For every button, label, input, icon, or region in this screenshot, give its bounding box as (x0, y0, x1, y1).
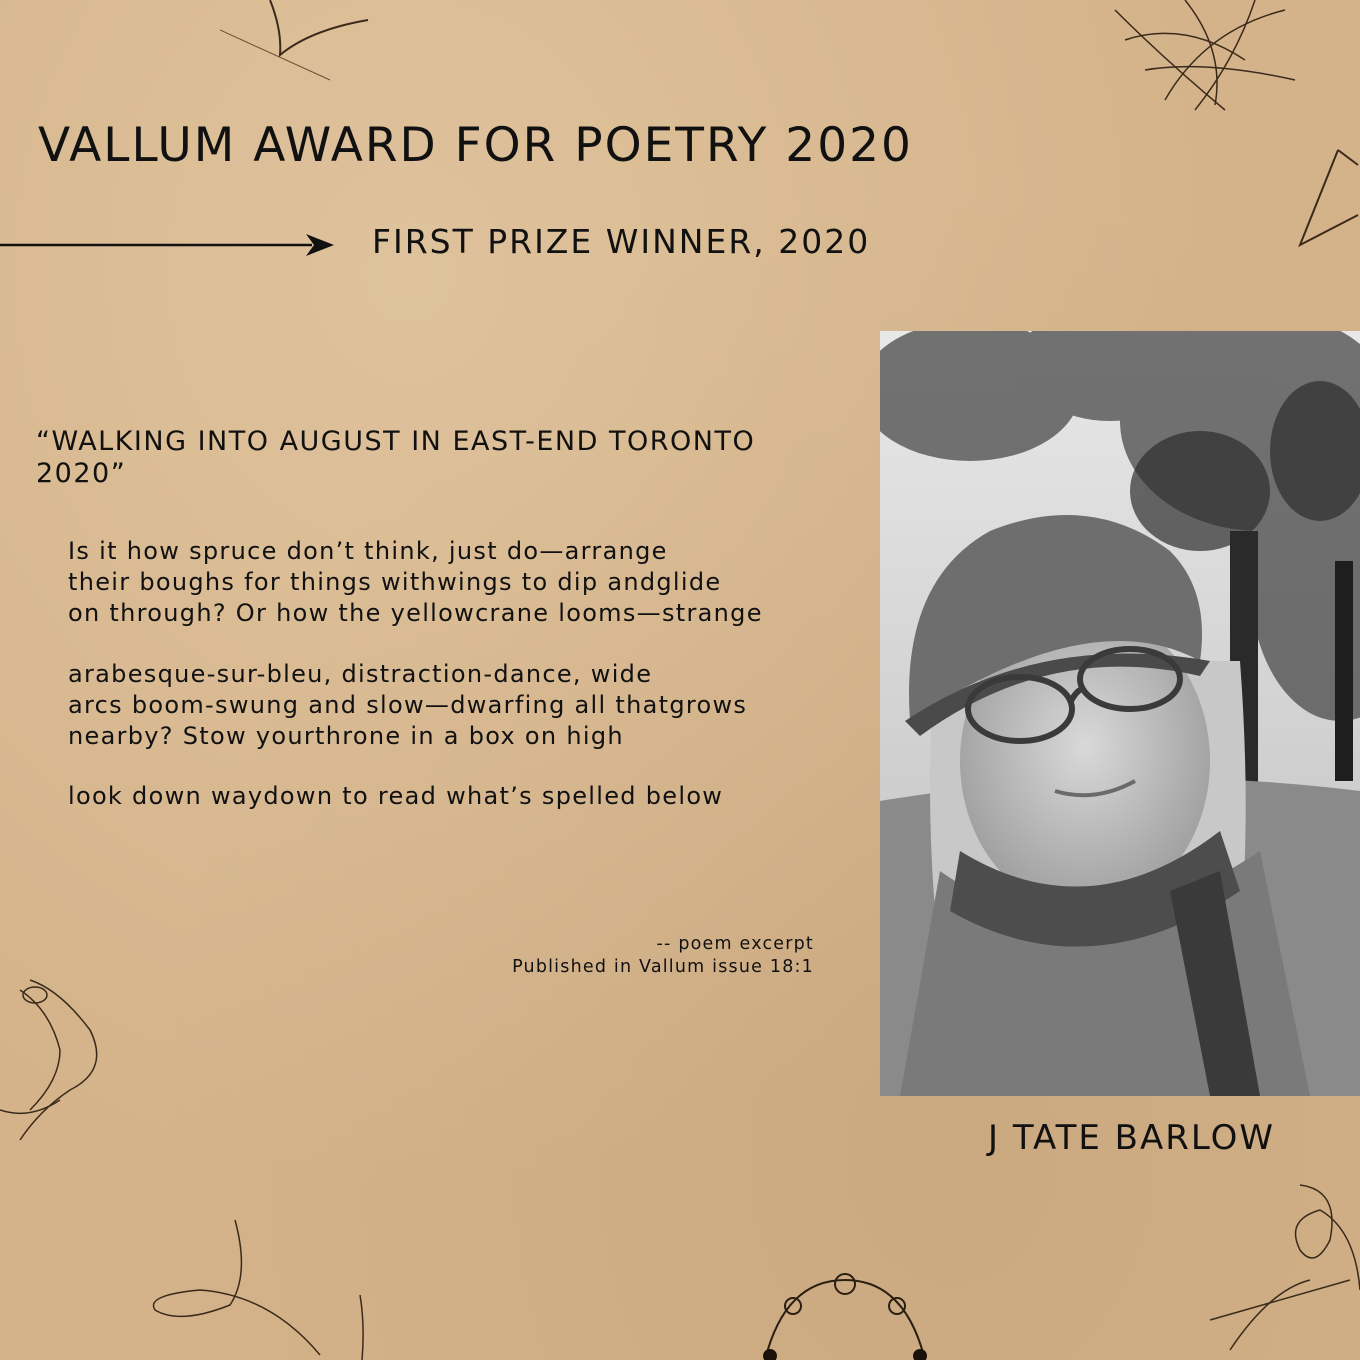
poem-line: arcs boom-swung and slow—dwarfing all thatgrows (68, 691, 748, 719)
credit-excerpt: -- poem excerpt (656, 934, 814, 954)
poem-stanza-2 (68, 659, 747, 752)
doodle-bottom-left (140, 1215, 400, 1360)
doodle-bottom-right (1200, 1180, 1360, 1360)
author-name: J TATE BARLOW (988, 1118, 1275, 1158)
poem-line: nearby? Stow yourthrone in a box on high (68, 722, 624, 750)
page-title: VALLUM AWARD FOR POETRY 2020 (38, 118, 913, 173)
prize-subtitle: FIRST PRIZE WINNER, 2020 (372, 222, 871, 261)
poem-line: on through? Or how the yellowcrane looms—strange (68, 599, 763, 627)
doodle-bottom-center (755, 1270, 935, 1360)
poem-stanza-1 (68, 536, 763, 629)
poem-line: arabesque-sur-bleu, distraction-dance, wide (68, 660, 653, 688)
credit-publication: Published in Vallum issue 18:1 (512, 957, 814, 977)
doodle-left-swirl (0, 970, 115, 1160)
poem-credit (512, 933, 814, 979)
poem-line: their boughs for things withwings to dip andglide (68, 568, 722, 596)
author-photo (880, 331, 1360, 1096)
poem-line: look down waydown to read what’s spelled below (68, 782, 724, 810)
doodle-top-left (220, 0, 380, 90)
poem-line: Is it how spruce don’t think, just do—arrange (68, 537, 668, 565)
poem-title: “WALKING INTO AUGUST IN EAST-END TORONTO 2020” (36, 426, 756, 489)
arrow-right-icon (0, 228, 336, 262)
doodle-compass-right (1290, 145, 1360, 265)
doodle-top-right (1105, 0, 1305, 115)
poem-stanza-3 (68, 781, 723, 812)
